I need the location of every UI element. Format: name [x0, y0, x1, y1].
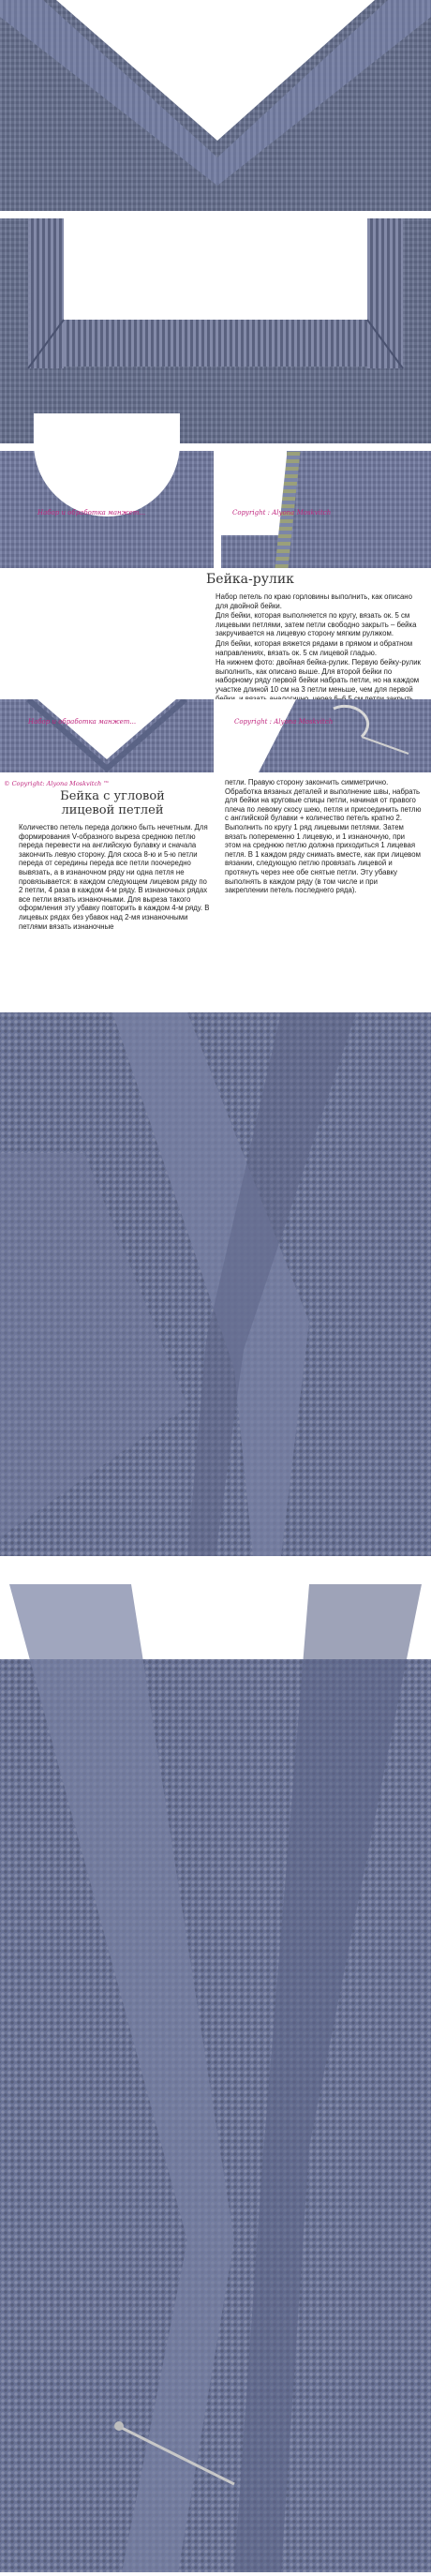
- watermark-right: Copyright : Alyona Moskvitch: [232, 509, 332, 517]
- wrap-crossover-band: [0, 1012, 431, 1556]
- rolled-band-paragraph: Для бейки, которая вяжется рядами в прямом и обратном направлениях, вязать ок. 5 см лицевой гладью.: [216, 638, 413, 657]
- v-neck-photo-left: [0, 699, 214, 772]
- rolled-band-paragraph: Набор петель по краю горловины выполнить, как описано для двойной бейки.: [216, 592, 412, 610]
- angular-band-text-right: петли. Правую сторону закончить симметрично. Обработка вязаных деталей и выполнение швы, набрать для бейки на круговые спицы петли, начиная от правого плеча по левому скосу шею, петля и присоединить петлю с английской булавки + количество петель кратно 2. Выполнить по кругу 1 ряд лицевыми петлями. Затем вязать попеременно 1 лицевую, и 1 изнаночную, при этом на среднюю петлю должна приходиться 1 лицевая петля. В 1 каждом ряду снимать вместе, как при лицевом вязании, следующую петлю провязать лицевой и протянуть через нее обе снятые петли. Эту убавку выполнять в каждом ряду (в том числе и при закреплении петель последнего ряда).: [225, 778, 422, 895]
- v-neck-rib-illustration: [0, 0, 431, 211]
- watermark-right: Copyright : Alyona Moskvitch: [234, 718, 334, 726]
- rolled-band-paragraph: Для бейки, которая выполняется по кругу, вязать ок. 5 см лицевыми петлями, затем петли свободно закрыть – бейка закручивается на лицевую сторону мягким рулжком.: [216, 611, 417, 638]
- photo-square-neckline: [0, 218, 431, 443]
- pin-photo-right: [221, 699, 431, 772]
- photo-band-with-pin: [0, 1584, 431, 2572]
- section-title-angular-band: Бейка с угловой лицевой петлей: [60, 789, 165, 817]
- watermark-left: Набор и обработка манжет...: [37, 509, 146, 517]
- section-title-rolled-band: Бейка-рулик: [206, 572, 294, 587]
- band-with-pin-illustration: [0, 1584, 431, 2572]
- copyright-note: © Copyright: Alyona Moskvitch ™: [4, 780, 110, 787]
- square-neck-corner-miters: [0, 218, 431, 443]
- photo-seed-stitch-wrap: [0, 1012, 431, 1556]
- angular-band-text-left: Количество петель переда должно быть нечетным. Для формирования V-образного выреза среднюю петлю переда перевести на английскую булавку и сначала закончить левую сторону. Для скоса 8-ю и 5-ю петли переда от середины переда все петли поочередно вывязать, а в изнаночном ряду ни одна петля не провязывается: в каждом следующем лицевом ряду по 2 петли, 4 раза в каждом 4-м ряду. В изнаночных рядах все петли вязать изнаночными. Для выреза такого оформления эту убавку повторить в каждом 4-м ряду. В лицевых рядах без убавок над 2-мя изнаночными петлями вязать изнаночные: [19, 823, 210, 931]
- watermark-left: Набор и обработка манжет...: [28, 718, 137, 726]
- photo-angular-band-pair: [0, 699, 431, 772]
- photo-v-neck-rib: [0, 0, 431, 211]
- rolled-band-paragraph: На нижнем фото: двойная бейка-рулик. Первую бейку-рулик выполнить, как описано выше. Для второй бейки по наборному ряду первой бейки набрать петли, но на каждом участке длиной 10 см на 3 петли меньше, чем для первой: [216, 658, 421, 694]
- rolled-band-text-column: [216, 592, 422, 703]
- photo-rolled-neckline-pair: [0, 451, 431, 568]
